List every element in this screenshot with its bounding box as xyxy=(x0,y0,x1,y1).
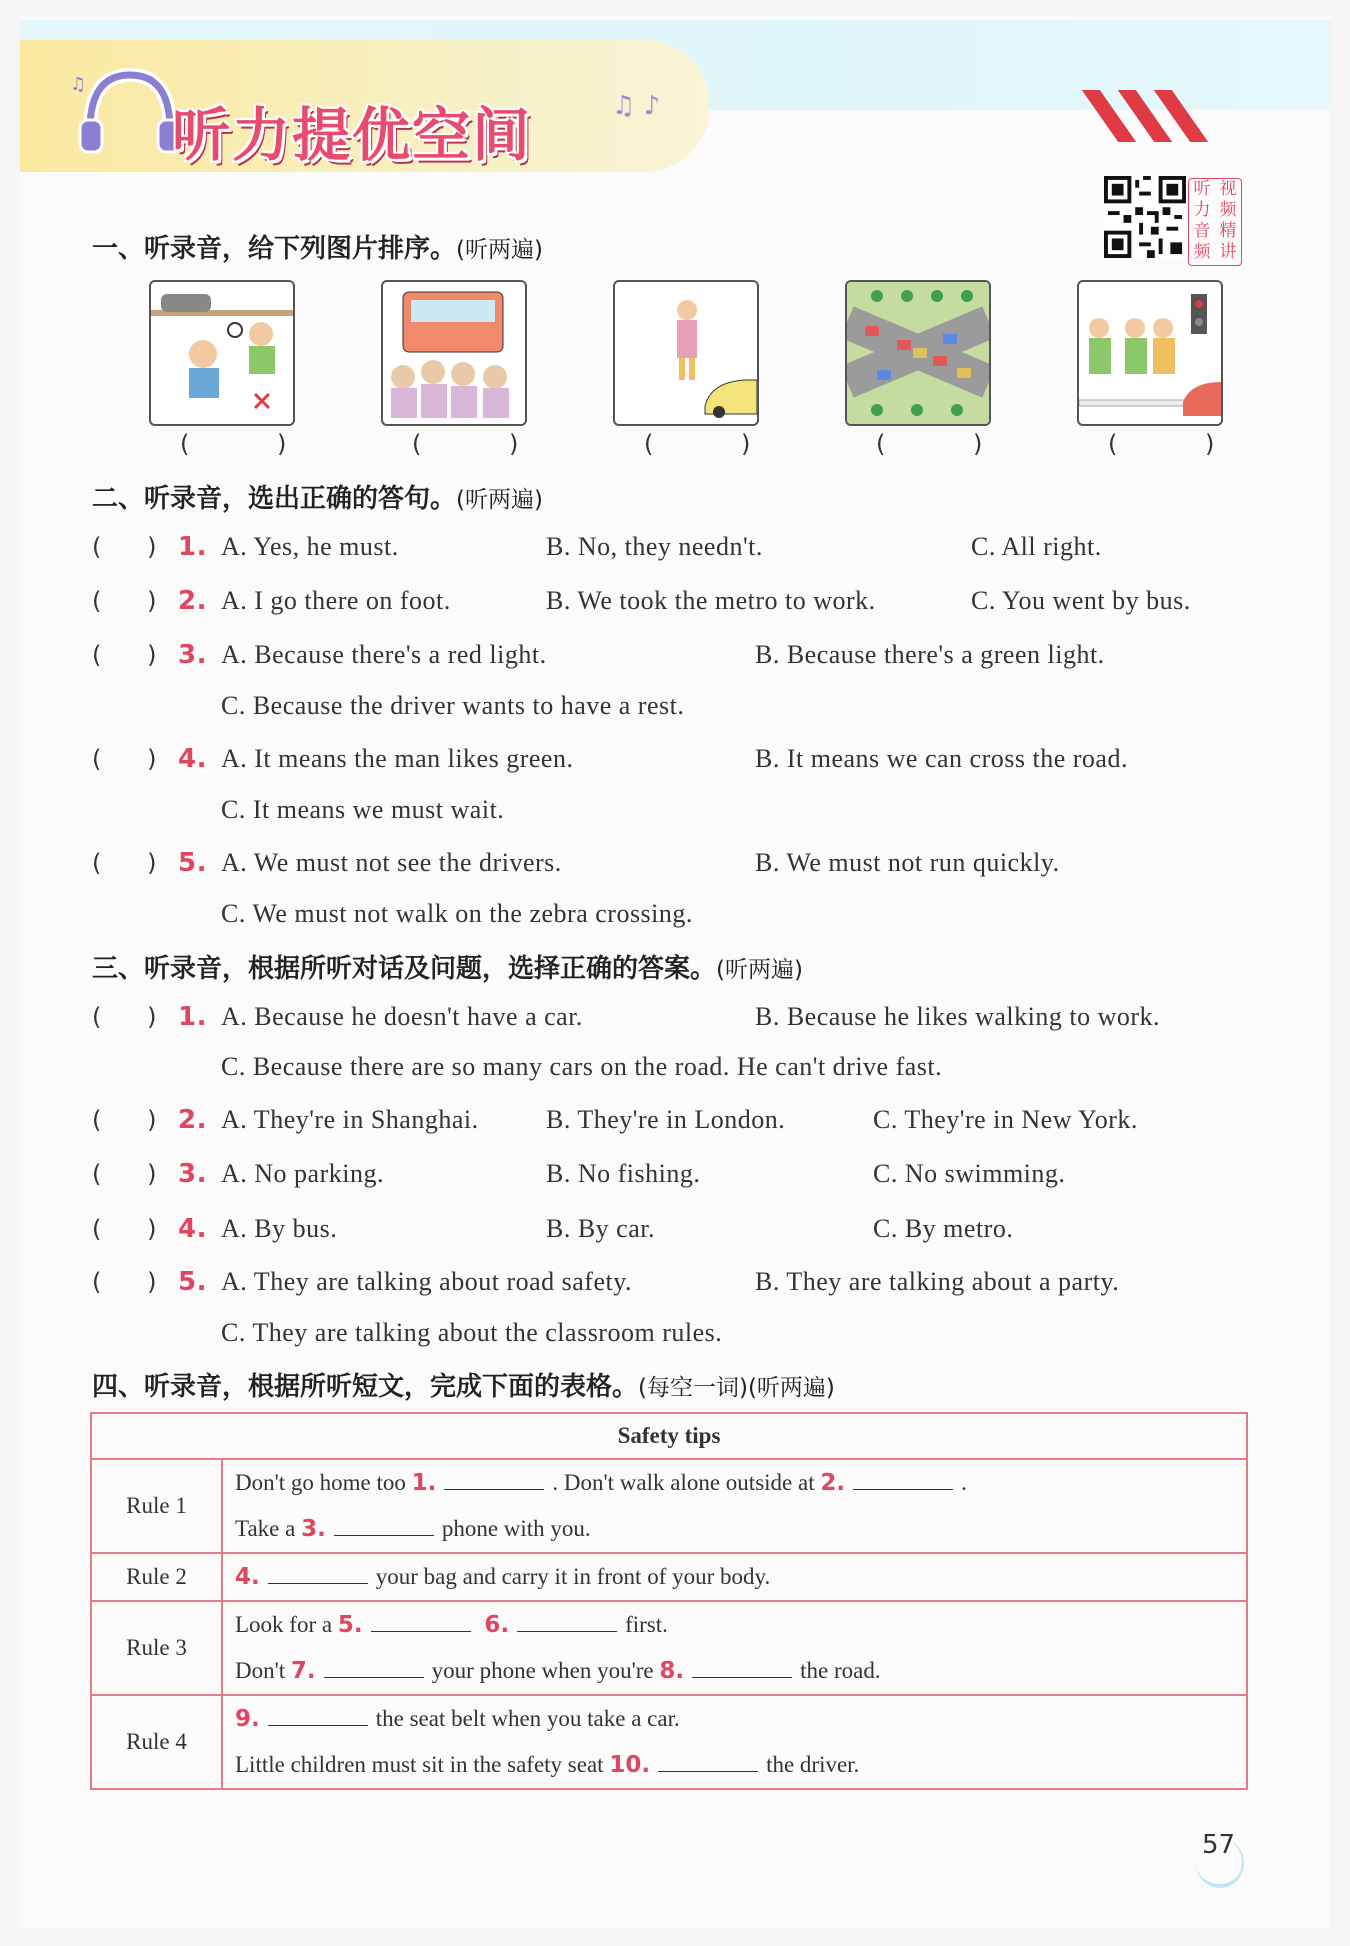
question-number: 2. xyxy=(178,1105,207,1135)
picture-bus-crowd xyxy=(381,280,527,426)
svg-text:♫: ♫ xyxy=(70,74,87,95)
option-b: B. We must not run quickly. xyxy=(755,848,1060,877)
picture-playing-football-road xyxy=(149,280,295,426)
picture-girl-and-car xyxy=(613,280,759,426)
answer-bracket[interactable]: ( ) xyxy=(92,849,157,877)
option-a: A. It means the man likes green. xyxy=(221,744,574,773)
option-c: C. No swimming. xyxy=(873,1159,1066,1188)
section-2-title: 二、听录音，选出正确的答句。(听两遍) xyxy=(92,484,543,514)
picture-2-answer[interactable]: ( ) xyxy=(412,430,559,458)
safety-tips-table xyxy=(90,1412,1248,1790)
option-c: C. By metro. xyxy=(873,1214,1014,1243)
question-number: 3. xyxy=(178,1159,207,1189)
option-c: C. You went by bus. xyxy=(971,586,1191,615)
blank-field[interactable] xyxy=(268,1567,368,1584)
table-title: Safety tips xyxy=(91,1413,1247,1459)
option-a: A. Yes, he must. xyxy=(221,532,399,561)
answer-bracket[interactable]: ( ) xyxy=(92,1215,157,1243)
answer-bracket[interactable]: ( ) xyxy=(92,1160,157,1188)
option-b: B. We took the metro to work. xyxy=(546,586,876,615)
picture-children-crossing xyxy=(1077,280,1223,426)
option-b: B. Because he likes walking to work. xyxy=(755,1002,1161,1031)
blank-field[interactable] xyxy=(324,1661,424,1678)
headphones-icon xyxy=(70,60,180,160)
rule-label: Rule 4 xyxy=(91,1695,222,1789)
rule-label: Rule 3 xyxy=(91,1601,222,1695)
question-number: 2. xyxy=(178,586,207,616)
section-3-title: 三、听录音，根据所听对话及问题，选择正确的答案。(听两遍) xyxy=(92,954,803,984)
blank-field[interactable] xyxy=(371,1615,471,1632)
picture-3-answer[interactable]: ( ) xyxy=(644,430,791,458)
option-c: C. They are talking about the classroom rules. xyxy=(221,1318,723,1347)
blank-field[interactable] xyxy=(658,1755,758,1772)
option-b: B. No fishing. xyxy=(546,1159,701,1188)
table-row xyxy=(91,1553,1247,1601)
option-b: B. Because there's a green light. xyxy=(755,640,1105,669)
rule-content: 4. your bag and carry it in front of your body. xyxy=(222,1553,1247,1601)
blank-field[interactable] xyxy=(517,1615,617,1632)
svg-text:♫ ♪: ♫ ♪ xyxy=(612,91,661,121)
question-number: 4. xyxy=(178,744,207,774)
option-a: A. They're in Shanghai. xyxy=(221,1105,479,1134)
blank-field[interactable] xyxy=(853,1473,953,1490)
option-a: A. We must not see the drivers. xyxy=(221,848,562,877)
picture-1-answer[interactable]: ( ) xyxy=(180,430,327,458)
option-b: B. No, they needn't. xyxy=(546,532,763,561)
option-a: A. No parking. xyxy=(221,1159,384,1188)
question-number: 4. xyxy=(178,1214,207,1244)
option-a: A. They are talking about road safety. xyxy=(221,1267,633,1296)
picture-5-answer[interactable]: ( ) xyxy=(1108,430,1255,458)
answer-bracket[interactable]: ( ) xyxy=(92,1268,157,1296)
option-c: C. Because the driver wants to have a rest. xyxy=(221,691,685,720)
option-b: B. They're in London. xyxy=(546,1105,786,1134)
blank-field[interactable] xyxy=(444,1473,544,1490)
question-number: 1. xyxy=(178,1002,207,1032)
option-c: C. Because there are so many cars on the road. He can't drive fast. xyxy=(221,1052,943,1081)
rule-label: Rule 1 xyxy=(91,1459,222,1553)
question-number: 5. xyxy=(178,848,207,878)
qr-code-icon[interactable] xyxy=(1104,176,1186,258)
option-c: C. They're in New York. xyxy=(873,1105,1138,1134)
option-b: B. It means we can cross the road. xyxy=(755,744,1128,773)
option-a: A. Because he doesn't have a car. xyxy=(221,1002,583,1031)
table-row xyxy=(91,1695,1247,1789)
qr-caption: 听 力 音 频 视 频 精 讲 xyxy=(1188,178,1242,266)
answer-bracket[interactable]: ( ) xyxy=(92,745,157,773)
blank-field[interactable] xyxy=(692,1661,792,1678)
answer-bracket[interactable]: ( ) xyxy=(92,1106,157,1134)
decorative-stripes xyxy=(1100,90,1208,147)
rule-content: Look for a 5. 6. first. Don't 7. your phone when you're 8. the road. xyxy=(222,1601,1247,1695)
page-title: 听力提优空间 xyxy=(172,101,533,169)
table-row xyxy=(91,1601,1247,1695)
blank-field[interactable] xyxy=(334,1519,434,1536)
picture-traffic-jam xyxy=(845,280,991,426)
section-4-title: 四、听录音，根据所听短文，完成下面的表格。(每空一词)(听两遍) xyxy=(92,1372,835,1402)
rule-content: 9. the seat belt when you take a car. Little children must sit in the safety seat 10. the driver. xyxy=(222,1695,1247,1789)
option-b: B. By car. xyxy=(546,1214,655,1243)
option-c: C. We must not walk on the zebra crossing. xyxy=(221,899,693,928)
page-number: 57 xyxy=(1202,1830,1236,1860)
table-row xyxy=(91,1459,1247,1553)
picture-4-answer[interactable]: ( ) xyxy=(876,430,1023,458)
option-b: B. They are talking about a party. xyxy=(755,1267,1120,1296)
option-c: C. It means we must wait. xyxy=(221,795,505,824)
section-1-title: 一、听录音，给下列图片排序。(听两遍) xyxy=(92,234,543,264)
answer-bracket[interactable]: ( ) xyxy=(92,587,157,615)
rule-label: Rule 2 xyxy=(91,1553,222,1601)
answer-bracket[interactable]: ( ) xyxy=(92,1003,157,1031)
option-a: A. Because there's a red light. xyxy=(221,640,547,669)
option-a: A. I go there on foot. xyxy=(221,586,451,615)
question-number: 1. xyxy=(178,532,207,562)
blank-field[interactable] xyxy=(268,1709,368,1726)
option-a: A. By bus. xyxy=(221,1214,338,1243)
option-c: C. All right. xyxy=(971,532,1102,561)
answer-bracket[interactable]: ( ) xyxy=(92,533,157,561)
music-notes-icon xyxy=(612,84,682,124)
question-number: 5. xyxy=(178,1267,207,1297)
rule-content: Don't go home too 1. . Don't walk alone outside at 2. . Take a 3. phone with you. xyxy=(222,1459,1247,1553)
answer-bracket[interactable]: ( ) xyxy=(92,641,157,669)
question-number: 3. xyxy=(178,640,207,670)
